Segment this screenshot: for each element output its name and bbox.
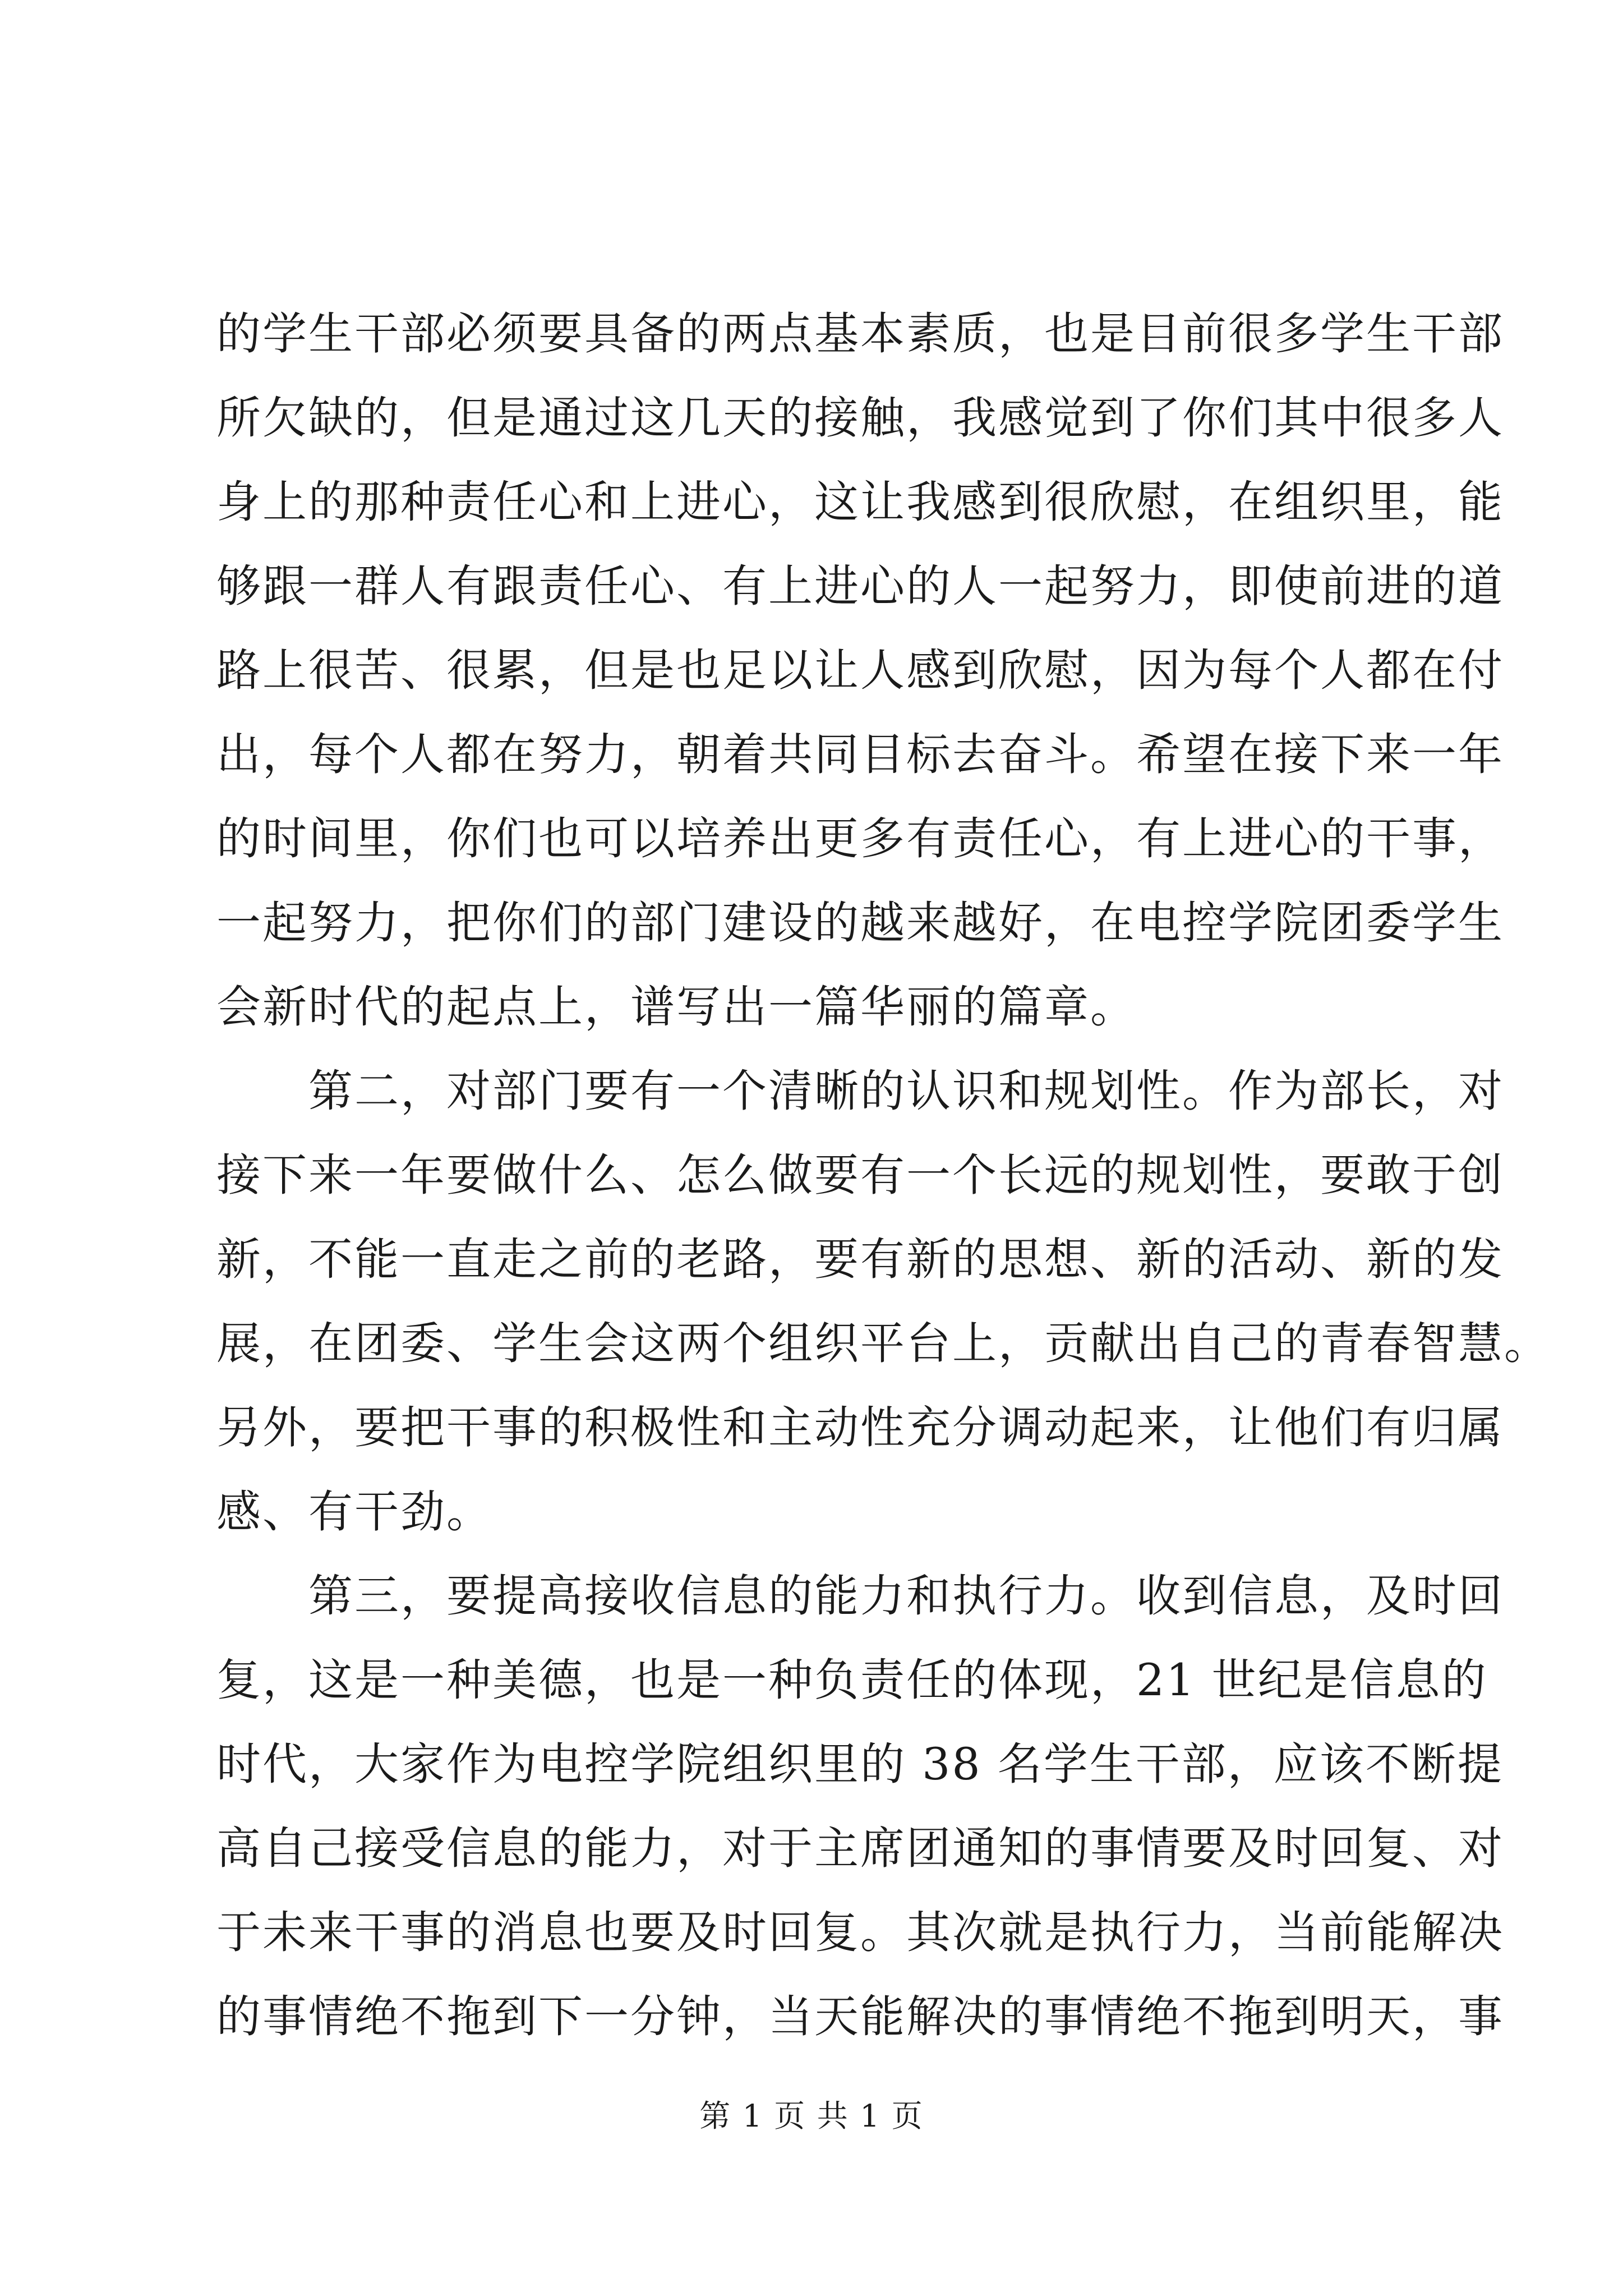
text-line: 出，每个人都在努力，朝着共同目标去奋斗。希望在接下来一年 [216,729,1504,780]
paragraph-first-line: 第二，对部门要有一个清晰的认识和规划性。作为部长，对 [308,1065,1504,1117]
text-line: 一起努力，把你们的部门建设的越来越好，在电控学院团委学生 [216,897,1504,949]
text-line: 时代，大家作为电控学院组织里的 38 名学生干部，应该不断提 [216,1738,1504,1790]
paragraph-first-line: 第三，要提高接收信息的能力和执行力。收到信息，及时回 [308,1570,1504,1622]
text-line: 所欠缺的，但是通过这几天的接触，我感觉到了你们其中很多人 [216,392,1504,444]
text-line: 另外，要把干事的积极性和主动性充分调动起来，让他们有归属 [216,1402,1504,1453]
document-body [216,292,1550,2059]
text-line: 的学生干部必须要具备的两点基本素质，也是目前很多学生干部 [216,308,1504,360]
text-line: 会新时代的起点上，谱写出一篇华丽的篇章。 [216,981,1136,1033]
text-line: 复，这是一种美德，也是一种负责任的体现，21 世纪是信息的 [216,1654,1488,1706]
text-line: 于未来干事的消息也要及时回复。其次就是执行力，当前能解决 [216,1907,1504,1958]
text-line: 高自己接受信息的能力，对于主席团通知的事情要及时回复、对 [216,1823,1504,1874]
text-line: 的时间里，你们也可以培养出更多有责任心，有上进心的干事， [216,813,1504,864]
text-line: 路上很苦、很累，但是也足以让人感到欣慰，因为每个人都在付 [216,645,1504,696]
text-line: 感、有干劲。 [216,1486,492,1538]
text-line: 够跟一群人有跟责任心、有上进心的人一起努力，即使前进的道 [216,560,1504,612]
text-line: 新，不能一直走之前的老路，要有新的思想、新的活动、新的发 [216,1234,1504,1285]
page-footer [0,2091,1623,2136]
text-line: 接下来一年要做什么、怎么做要有一个长远的规划性，要敢于创 [216,1149,1504,1201]
text-line: 的事情绝不拖到下一分钟，当天能解决的事情绝不拖到明天，事 [216,1991,1504,2042]
text-line: 展，在团委、学生会这两个组织平台上，贡献出自己的青春智慧。 [216,1318,1550,1369]
page-number-label: 第 1 页 共 1 页 [699,2098,924,2134]
text-line: 身上的那种责任心和上进心，这让我感到很欣慰，在组织里，能 [216,476,1504,528]
